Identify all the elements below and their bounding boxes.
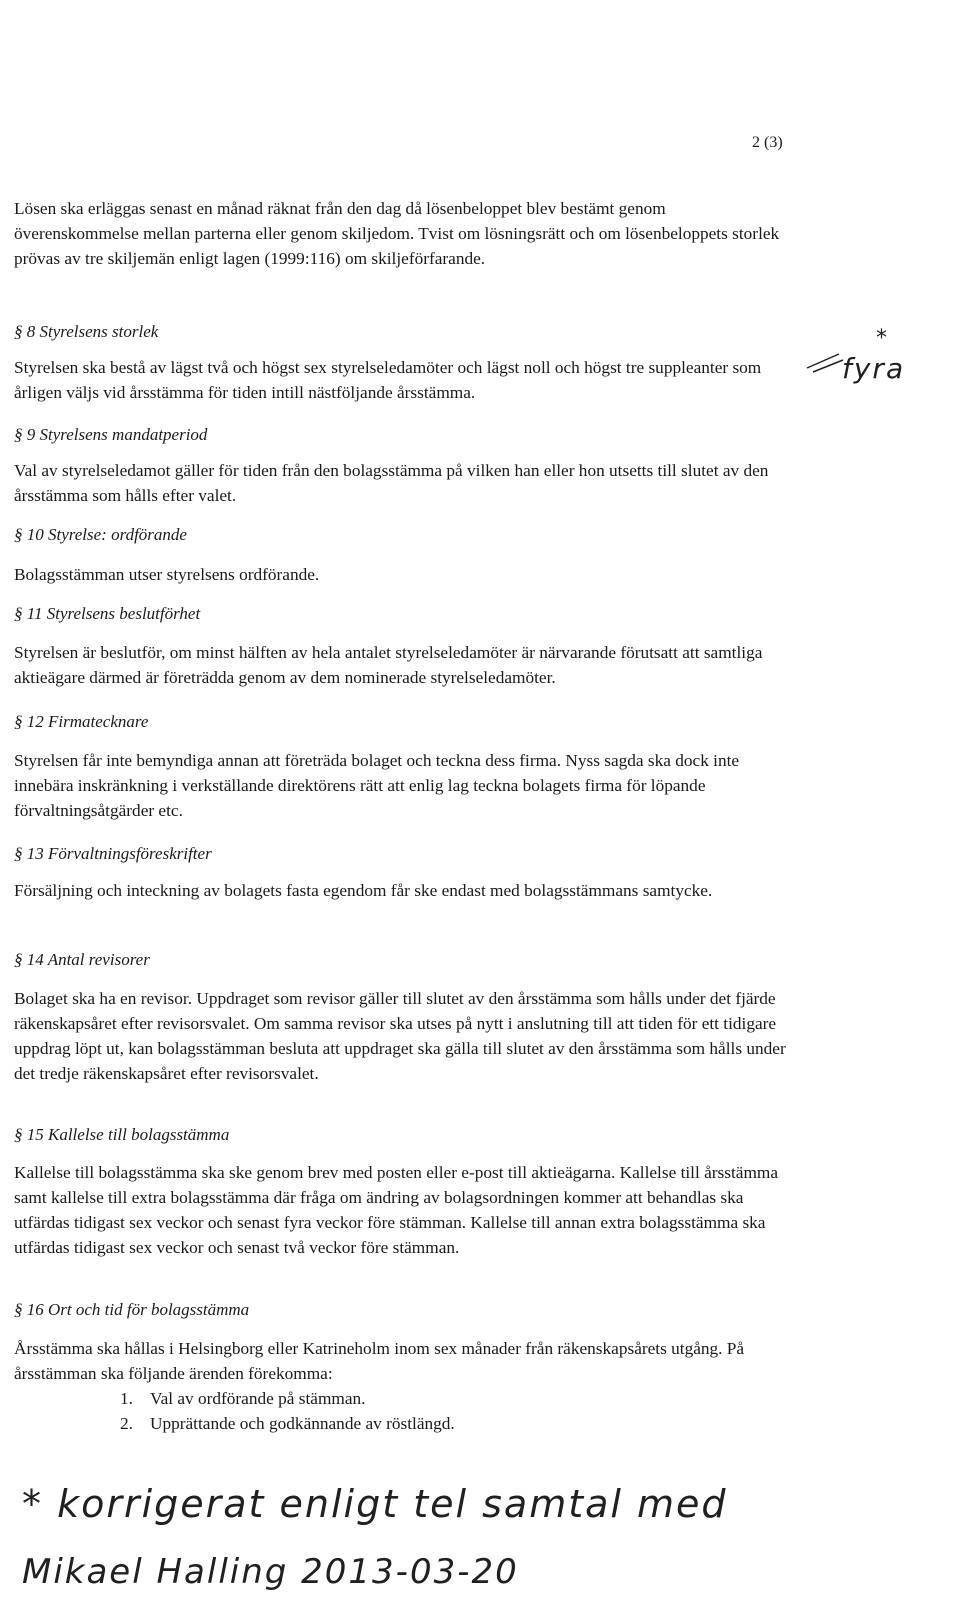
section-12-heading: § 12 Firmatecknare xyxy=(14,712,149,731)
list-text: Upprättande och godkännande av röstlängd. xyxy=(150,1414,455,1433)
section-9-body: Val av styrelseledamot gäller för tiden från den bolagsstämma på vilken han eller hon utsetts till slutet av den årsstämma som hålls efter valet. xyxy=(14,461,769,505)
list-number: 1. xyxy=(120,1389,133,1408)
section-15-heading: § 15 Kallelse till bolagsstämma xyxy=(14,1125,230,1144)
margin-correction: fyra xyxy=(842,352,906,385)
section-14-body: Bolaget ska ha en revisor. Uppdraget som revisor gäller till slutet av den årsstämma som hålls under det fjärde räkenskapsåret efter revisorsvalet. Om samma revisor ska utses på nytt i anslutning till att tiden för ett tidigare uppdrag löpt ut, kan bolagsstämman besluta att uppdraget ska gälla till slutet av den årsstämma som hålls under det tredje räkenskapsåret efter revisorsvalet. xyxy=(14,989,786,1083)
section-12-body: Styrelsen får inte bemyndiga annan att företräda bolaget och teckna dess firma. Nyss sagda ska dock inte innebära inskränkning i verkställande direktörens rätt att enlig lag teckna bolagets firma för löpande förvaltningsåtgärder etc. xyxy=(14,751,740,820)
section-10-body: Bolagsstämman utser styrelsens ordförande. xyxy=(14,565,320,584)
section-14-heading: § 14 Antal revisorer xyxy=(14,950,150,969)
section-8-heading: § 8 Styrelsens storlek xyxy=(14,322,159,341)
section-16-heading: § 16 Ort och tid för bolagsstämma xyxy=(14,1300,250,1319)
section-11-heading: § 11 Styrelsens beslutförhet xyxy=(14,604,201,623)
section-9-heading: § 9 Styrelsens mandatperiod xyxy=(14,425,208,444)
margin-star: * xyxy=(876,326,889,351)
section-13-body: Försäljning och inteckning av bolagets fasta egendom får ske endast med bolagsstämmans samtycke. xyxy=(14,881,713,900)
handwritten-note-line1: * korrigerat enligt tel samtal med xyxy=(22,1482,728,1526)
strikethrough-mark xyxy=(805,346,845,376)
list-number: 2. xyxy=(120,1414,133,1433)
section-13-heading: § 13 Förvaltningsföreskrifter xyxy=(14,844,212,863)
intro-paragraph: Lösen ska erläggas senast en månad räknat från den dag då lösenbeloppet blev bestämt genom överenskommelse mellan parterna eller genom skiljedom. Tvist om lösningsrätt och om lösenbeloppets storlek prövas av tre skiljemän enligt lagen (1999:116) om skiljeförfarande. xyxy=(14,199,780,268)
page-number: 2 (3) xyxy=(752,134,783,151)
handwritten-note-line2: Mikael Halling 2013-03-20 xyxy=(22,1552,519,1592)
list-text: Val av ordförande på stämman. xyxy=(150,1389,366,1408)
section-15-body: Kallelse till bolagsstämma ska ske genom brev med posten eller e-post till aktieägarna. Kallelse till årsstämma samt kallelse till extra bolagsstämma där fråga om ändring av bolagsordningen kommer att behandlas ska utfärdas tidigast sex veckor och senast fyra veckor före stämman. Kallelse till annan extra bolagsstämma ska utfärdas tidigast sex veckor och senast två veckor före stämman. xyxy=(14,1163,778,1257)
section-16-body: Årsstämma ska hållas i Helsingborg eller Katrineholm inom sex månader från räkenskapsårets utgång. På årsstämman ska följande ärenden förekomma: xyxy=(14,1339,745,1383)
section-8-body: Styrelsen ska bestå av lägst två och högst sex styrelseledamöter och lägst noll och högst tre suppleanter som årligen väljs vid årsstämma för tiden intill nästföljande årsstämma. xyxy=(14,358,762,402)
section-11-body: Styrelsen är beslutför, om minst hälften av hela antalet styrelseledamöter är närvarande förutsatt att samtliga aktieägare därmed är företrädda genom av dem nominerade styrelseledamöter. xyxy=(14,643,763,687)
section-10-heading: § 10 Styrelse: ordförande xyxy=(14,525,187,544)
